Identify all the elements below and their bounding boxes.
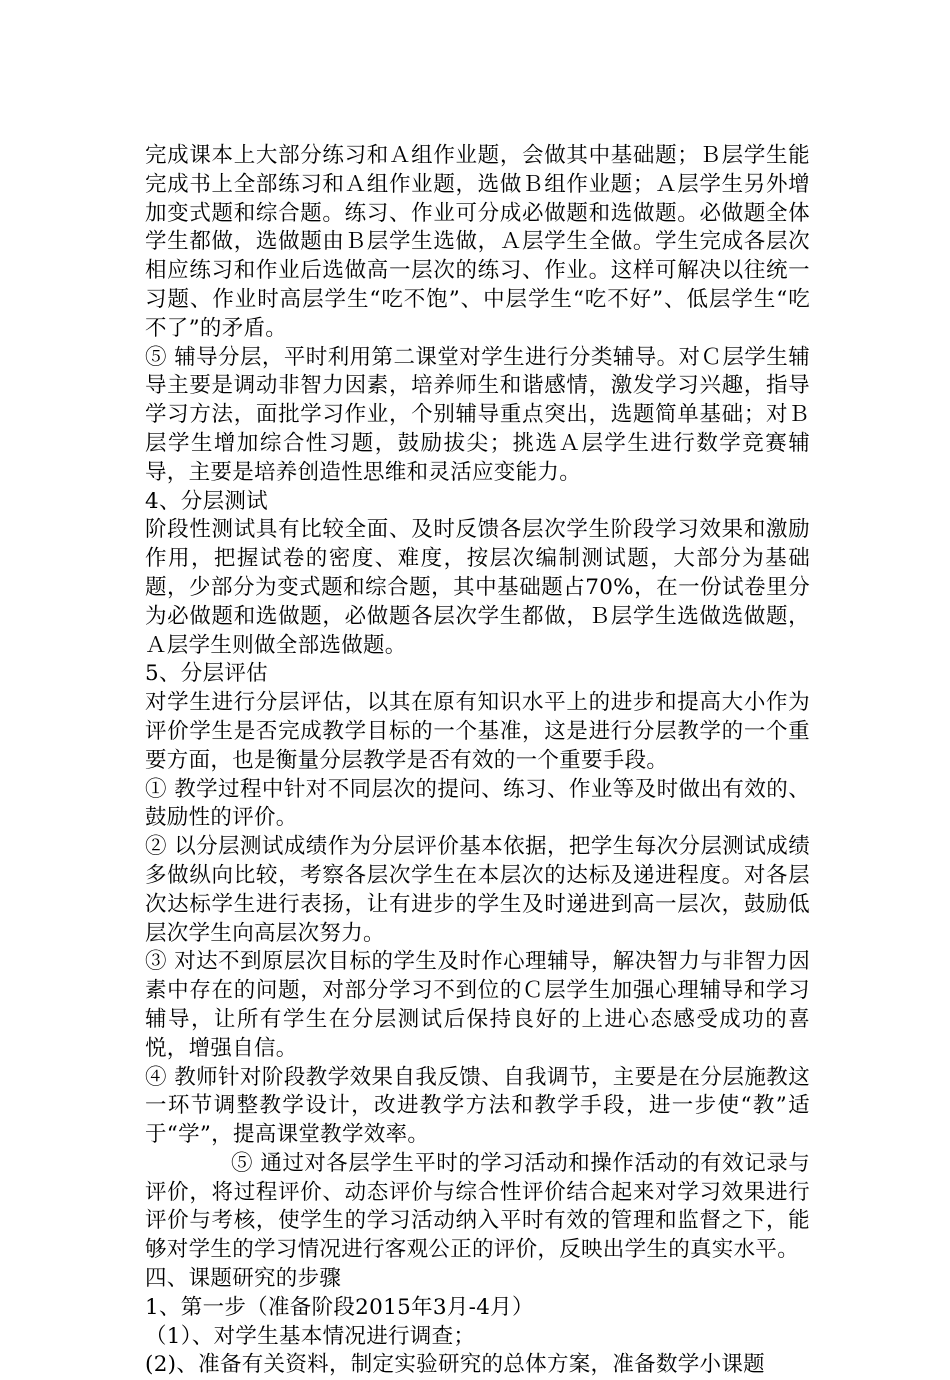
paragraph-evaluation-item-3: ③ 对达不到原层次目标的学生及时作心理辅导，解决智力与非智力因素中存在的问题，对部分学习不到位的Ｃ层学生加强心理辅导和学习辅导，让所有学生在分层测试后保持良好的上进心态感受成功的喜悦，增强自信。 [145,949,810,1061]
paragraph-evaluation-item-4: ④ 教师针对阶段教学效果自我反馈、自我调节，主要是在分层施教这一环节调整教学设计，改进教学方法和教学手段，进一步使“教”适于“学”，提高课堂教学效率。 [145,1064,810,1148]
paragraph-homework-layering: 完成课本上大部分练习和Ａ组作业题，会做其中基础题；Ｂ层学生能完成书上全部练习和Ａ组作业题，选做Ｂ组作业题；Ａ层学生另外增加变式题和综合题。练习、作业可分成必做题和选做题。必做题全体学生都做，选做题由Ｂ层学生选做，Ａ层学生全做。学生完成各层次相应练习和作业后选做高一层次的练习、作业。这样可解决以往统一习题、作业时高层学生“吃不饱”、中层学生“吃不好”、低层学生“吃不了”的矛盾。 [145,143,810,341]
paragraph-layered-testing: 阶段性测试具有比较全面、及时反馈各层次学生阶段学习效果和激励作用，把握试卷的密度、难度，按层次编制测试题，大部分为基础题，少部分为变式题和综合题，其中基础题占70%，在一份试卷里分为必做题和选做题，必做题各层次学生都做，Ｂ层学生选做选做题，Ａ层学生则做全部选做题。 [145,517,810,658]
paragraph-evaluation-item-2: ② 以分层测试成绩作为分层评价基本依据，把学生每次分层测试成绩多做纵向比较，考察各层次学生在本层次的达标及递进程度。对各层次达标学生进行表扬，让有进步的学生及时递进到高一层次，鼓励低层次学生向高层次努力。 [145,834,810,946]
document-page [145,142,810,1380]
section-heading-research-steps: 四、课题研究的步骤 [145,1266,342,1292]
paragraph-tutoring-layering: ⑤ 辅导分层，平时利用第二课堂对学生进行分类辅导。对Ｃ层学生辅导主要是调动非智力因素，培养师生和谐感情，激发学习兴趣，指导学习方法，面批学习作业，个别辅导重点突出，选题简单基础；对Ｂ层学生增加综合性习题，鼓励拔尖；挑选Ａ层学生进行数学竞赛辅导，主要是培养创造性思维和灵活应变能力。 [145,344,810,485]
list-item-survey: （1）、对学生基本情况进行调查； [145,1323,476,1349]
paragraph-evaluation-item-1: ① 教学过程中针对不同层次的提问、练习、作业等及时做出有效的、鼓励性的评价。 [145,776,810,831]
section-heading-layered-testing: 4、分层测试 [145,488,268,514]
paragraph-evaluation-item-5: ⑤ 通过对各层学生平时的学习活动和操作活动的有效记录与评价，将过程评价、动态评价与综合性评价结合起来对学习效果进行评价与考核，使学生的学习活动纳入平时有效的管理和监督之下，能够对学生的学习情况进行客观公正的评价，反映出学生的真实水平。 [145,1150,810,1263]
step-heading-first-step: 1、第一步（准备阶段2015年3月-4月） [145,1294,534,1320]
paragraph-layered-evaluation: 对学生进行分层评估，以其在原有知识水平上的进步和提高大小作为评价学生是否完成教学目标的一个基准，这是进行分层教学的一个重要方面，也是衡量分层教学是否有效的一个重要手段。 [145,690,810,773]
section-heading-layered-evaluation: 5、分层评估 [145,661,268,687]
list-item-prepare-materials: (2)、准备有关资料，制定实验研究的总体方案，准备数学小课题 [145,1352,765,1378]
